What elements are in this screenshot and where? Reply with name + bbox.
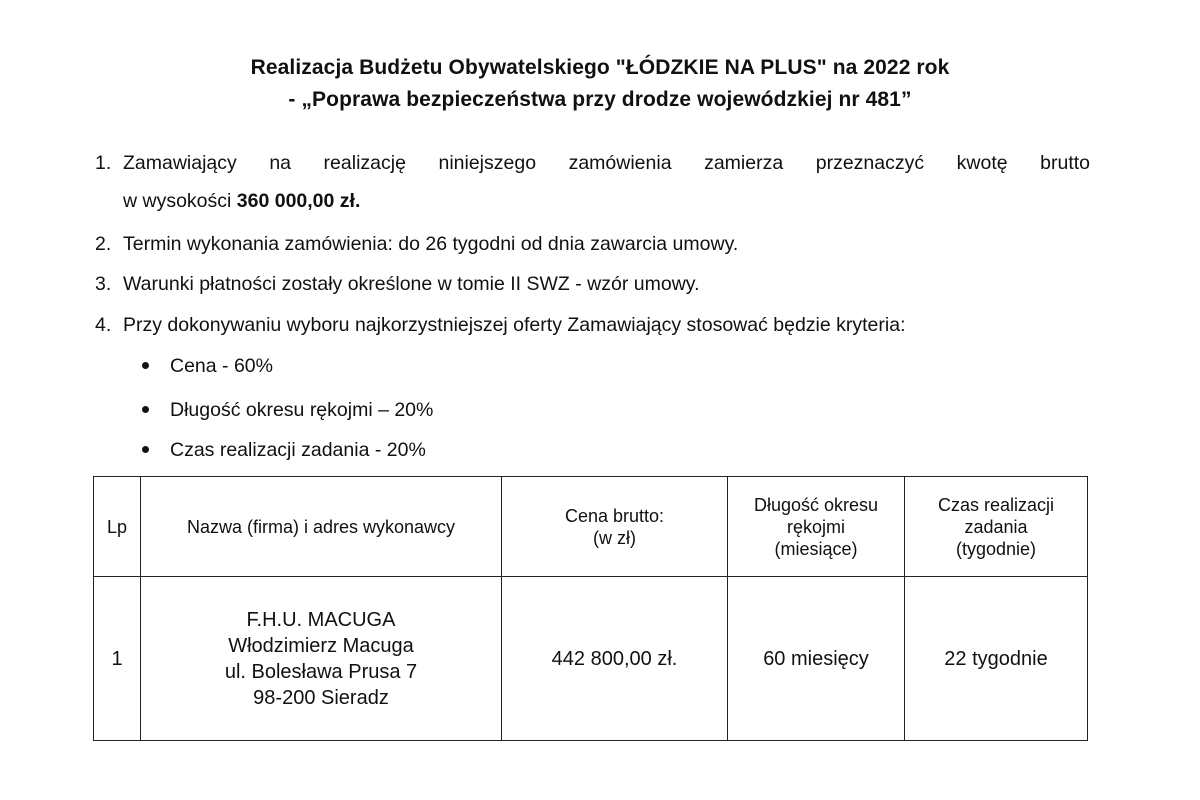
criteria-text: Cena - 60% [170,355,273,377]
cell-warranty: 60 miesięcy [728,577,905,741]
header-completion-time: Czas realizacji zadania (tygodnie) [905,477,1088,577]
document-title-line1: Realizacja Budżetu Obywatelskiego "ŁÓDZKIE NA PLUS" na 2022 rok [250,56,950,79]
header-warranty: Długość okresu rękojmi (miesiące) [728,477,905,577]
table-header-row [94,477,1088,577]
bullet-icon [142,446,149,453]
document-title-line2: - „Poprawa bezpieczeństwa przy drodze wojewódzkiej nr 481” [288,88,912,111]
bullet-icon [142,362,149,369]
list-item-text: Zamawiający na realizację niniejszego zamówienia zamierza przeznaczyć kwotę brutto [123,152,1090,174]
list-item-number: 2. [95,233,112,255]
list-item-number: 4. [95,314,112,336]
list-item-number: 1. [95,152,112,174]
header-lp: Lp [94,477,141,577]
criteria-text: Długość okresu rękojmi – 20% [170,399,434,421]
cell-completion-time: 22 tygodnie [905,577,1088,741]
header-price: Cena brutto: (w zł) [502,477,728,577]
list-item-text: Warunki płatności zostały określone w tomie II SWZ - wzór umowy. [123,273,700,295]
criteria-text: Czas realizacji zadania - 20% [170,439,426,461]
header-contractor: Nazwa (firma) i adres wykonawcy [141,477,502,577]
cell-contractor: F.H.U. MACUGA Włodzimierz Macuga ul. Bolesława Prusa 7 98-200 Sieradz [141,577,502,741]
budget-amount: 360 000,00 zł. [236,190,361,212]
cell-price: 442 800,00 zł. [502,577,728,741]
list-item-text: Termin wykonania zamówienia: do 26 tygodni od dnia zawarcia umowy. [123,233,739,255]
table-row [94,577,1088,741]
list-item-text: w wysokości [123,190,237,212]
list-item-text: Przy dokonywaniu wyboru najkorzystniejszej oferty Zamawiający stosować będzie kryteria: [123,314,906,336]
offers-table [93,476,1088,741]
list-item-number: 3. [95,273,112,295]
cell-lp: 1 [94,577,141,741]
bullet-icon [142,406,149,413]
